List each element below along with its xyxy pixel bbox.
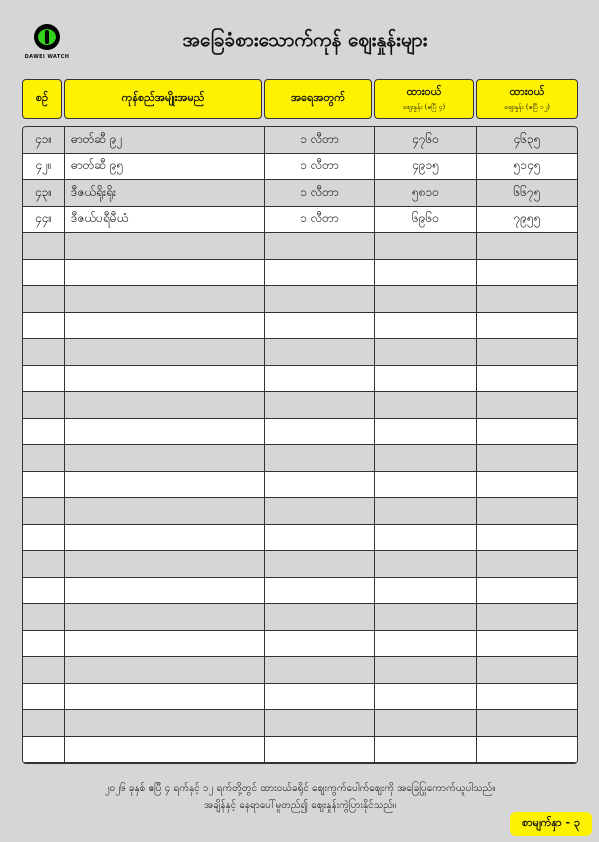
header-serial <box>22 79 62 119</box>
cell-quantity <box>264 313 374 339</box>
cell-price-apr12 <box>476 551 577 577</box>
cell-price-apr4: ၄၇၆၀ <box>374 127 476 153</box>
header-price-apr4-sub: ဈေးနှုန်း (ဧပြီ ၄) <box>402 103 446 111</box>
table-row <box>23 339 577 366</box>
cell-price-apr12 <box>476 631 577 657</box>
cell-price-apr12 <box>476 498 577 524</box>
table-row <box>23 684 577 711</box>
cell-serial <box>23 472 64 498</box>
table-row <box>23 604 577 631</box>
header-price-apr4-label: ထားဝယ် <box>406 85 442 98</box>
cell-price-apr12 <box>476 366 577 392</box>
cell-price-apr4 <box>374 313 476 339</box>
cell-price-apr4 <box>374 472 476 498</box>
cell-price-apr12 <box>476 684 577 710</box>
cell-price-apr12 <box>476 737 577 763</box>
cell-quantity <box>264 419 374 445</box>
cell-serial: ၄၂။ <box>35 158 52 173</box>
table-row <box>23 419 577 446</box>
cell-serial: ၄၄။ <box>34 211 53 226</box>
cell-quantity <box>264 710 374 736</box>
cell-price-apr12 <box>476 445 577 471</box>
cell-serial <box>23 657 64 683</box>
cell-price-apr12 <box>476 233 577 259</box>
table-row <box>23 207 577 234</box>
cell-quantity <box>264 657 374 683</box>
cell-item: ဓာတ်ဆီ ၉၂ <box>64 127 264 153</box>
cell-item <box>64 525 264 551</box>
cell-price-apr4 <box>374 233 476 259</box>
price-table <box>22 126 578 764</box>
table-row <box>23 525 577 552</box>
table-row <box>23 551 577 578</box>
header-price-apr4 <box>374 79 474 119</box>
table-row <box>23 127 577 154</box>
cell-price-apr12 <box>476 657 577 683</box>
cell-quantity <box>264 392 374 418</box>
cell-item <box>64 710 264 736</box>
cell-price-apr12 <box>476 710 577 736</box>
cell-serial <box>23 578 64 604</box>
cell-item <box>64 737 264 763</box>
cell-serial <box>23 233 64 259</box>
cell-item: ဓာတ်ဆီ ၉၅ <box>64 154 264 180</box>
cell-price-apr4 <box>374 339 476 365</box>
cell-price-apr4: ၆၉၆၀ <box>374 207 476 233</box>
cell-serial: ၄၁။ <box>34 131 53 146</box>
cell-item <box>64 260 264 286</box>
cell-serial <box>23 710 64 736</box>
cell-price-apr12 <box>476 392 577 418</box>
table-header <box>22 79 578 119</box>
table-row <box>23 233 577 260</box>
table-row <box>23 154 577 181</box>
cell-item: ဒီဇယ်ရိုးရိုး <box>64 180 264 206</box>
cell-item <box>64 339 264 365</box>
cell-price-apr4 <box>374 604 476 630</box>
cell-serial <box>23 445 64 471</box>
cell-item <box>64 392 264 418</box>
table-row <box>23 498 577 525</box>
cell-serial <box>23 551 64 577</box>
cell-price-apr12 <box>476 472 577 498</box>
cell-quantity <box>264 684 374 710</box>
cell-price-apr12: ၅၁၄၅ <box>476 154 577 180</box>
brand-name: DAWEI WATCH <box>24 54 70 60</box>
cell-serial <box>23 631 64 657</box>
cell-price-apr4 <box>374 657 476 683</box>
cell-price-apr4 <box>374 525 476 551</box>
cell-quantity <box>264 578 374 604</box>
table-row <box>23 180 577 207</box>
header-item <box>64 79 262 119</box>
cell-quantity <box>264 737 374 763</box>
cell-item: ဒီဇယ်ပရီမီယံ <box>64 207 264 233</box>
cell-price-apr4 <box>374 366 476 392</box>
cat-eye-icon <box>34 24 60 50</box>
cell-price-apr12: ၇၉၅၅ <box>476 207 577 233</box>
footer-line-2: အချိန်နှင့် နေရာပေါ်မူတည်၍ ဈေးနှုန်းကွဲပြားနိုင်သည်။ <box>203 800 397 811</box>
cell-quantity <box>264 445 374 471</box>
cell-serial <box>23 419 64 445</box>
cell-quantity: ၁ လီတာ <box>264 127 374 153</box>
cell-quantity: ၁ လီတာ <box>264 207 374 233</box>
cell-price-apr12 <box>476 419 577 445</box>
cell-price-apr12 <box>476 313 577 339</box>
cell-quantity <box>264 286 374 312</box>
cell-serial <box>23 737 64 763</box>
table-row <box>23 631 577 658</box>
cell-quantity <box>264 339 374 365</box>
cell-quantity <box>264 498 374 524</box>
cell-serial <box>23 498 64 524</box>
cell-price-apr4 <box>374 578 476 604</box>
cell-quantity <box>264 260 374 286</box>
table-row <box>23 578 577 605</box>
cell-item <box>64 631 264 657</box>
cell-price-apr12 <box>476 604 577 630</box>
cell-serial <box>23 286 64 312</box>
logo <box>24 24 70 60</box>
cell-item <box>64 657 264 683</box>
cell-item <box>64 604 264 630</box>
cell-serial <box>23 525 64 551</box>
cell-serial <box>23 604 64 630</box>
cell-serial <box>23 260 64 286</box>
header-quantity-label: အရေအတွက် <box>291 91 345 104</box>
cell-quantity <box>264 366 374 392</box>
table-row <box>23 260 577 287</box>
header-quantity <box>264 79 372 119</box>
cell-price-apr4 <box>374 684 476 710</box>
cell-quantity: ၁ လီတာ <box>264 180 374 206</box>
table-row <box>23 737 577 764</box>
cell-serial <box>23 313 64 339</box>
cell-item <box>64 684 264 710</box>
cell-price-apr4 <box>374 498 476 524</box>
header-price-apr12-sub: ဈေးနှုန်း (ဧပြီ ၁၂) <box>504 103 550 111</box>
cell-price-apr12 <box>476 339 577 365</box>
cell-quantity <box>264 472 374 498</box>
cell-item <box>64 578 264 604</box>
cell-quantity <box>264 233 374 259</box>
header-serial-label: စဉ် <box>35 91 49 104</box>
cell-price-apr4 <box>374 445 476 471</box>
cell-price-apr4: ၄၉၁၅ <box>374 154 476 180</box>
table-row <box>23 657 577 684</box>
cell-serial <box>23 366 64 392</box>
table-row <box>23 392 577 419</box>
table-row <box>23 366 577 393</box>
cell-item <box>64 366 264 392</box>
cell-price-apr12: ၆၆၇၅ <box>476 180 577 206</box>
cell-item <box>64 472 264 498</box>
header-price-apr12 <box>476 79 578 119</box>
table-row <box>23 472 577 499</box>
cell-item <box>64 233 264 259</box>
page-number-badge: စာမျက်နှာ - ၃ <box>510 812 592 836</box>
cell-price-apr4 <box>374 392 476 418</box>
cell-quantity <box>264 525 374 551</box>
cell-quantity <box>264 631 374 657</box>
cell-serial <box>23 392 64 418</box>
cell-quantity <box>264 604 374 630</box>
cell-serial <box>23 339 64 365</box>
cell-price-apr4 <box>374 710 476 736</box>
table-row <box>23 445 577 472</box>
cell-serial <box>23 684 64 710</box>
cell-item <box>64 551 264 577</box>
cell-item <box>64 419 264 445</box>
table-row <box>23 710 577 737</box>
cell-quantity: ၁ လီတာ <box>264 154 374 180</box>
cell-item <box>64 498 264 524</box>
footer-note <box>60 780 540 814</box>
table-row <box>23 313 577 340</box>
cell-price-apr4 <box>374 737 476 763</box>
cell-price-apr12: ၄၆၃၅ <box>476 127 577 153</box>
table-row <box>23 286 577 313</box>
cell-item <box>64 445 264 471</box>
cell-price-apr4 <box>374 631 476 657</box>
cell-price-apr12 <box>476 578 577 604</box>
cell-price-apr4 <box>374 286 476 312</box>
cell-serial: ၄၃။ <box>34 184 53 199</box>
cell-price-apr12 <box>476 525 577 551</box>
header-item-label: ကုန်စည်အမျိုးအမည် <box>121 91 205 104</box>
cell-price-apr4: ၅၈၁၀ <box>374 180 476 206</box>
cell-price-apr4 <box>374 551 476 577</box>
header-price-apr12-label: ထားဝယ် <box>509 85 545 98</box>
cell-quantity <box>264 551 374 577</box>
cell-price-apr4 <box>374 260 476 286</box>
cell-price-apr4 <box>374 419 476 445</box>
cell-item <box>64 313 264 339</box>
cell-price-apr12 <box>476 286 577 312</box>
page-title: အခြေခံစားသောက်ကုန် ဈေးနှုန်းများ <box>182 29 428 51</box>
cell-price-apr12 <box>476 260 577 286</box>
footer-line-1: ၂၀၂၆ ခုနှစ် ဧပြီ ၄ ရက်နှင့် ၁၂ ရက်တို့တွင် ထားဝယ်ခရိုင် ဈေးကွက်ပေါက်ဈေးကို အခြေပြုကောက်ယူပါသည်။ <box>104 783 496 794</box>
cell-item <box>64 286 264 312</box>
